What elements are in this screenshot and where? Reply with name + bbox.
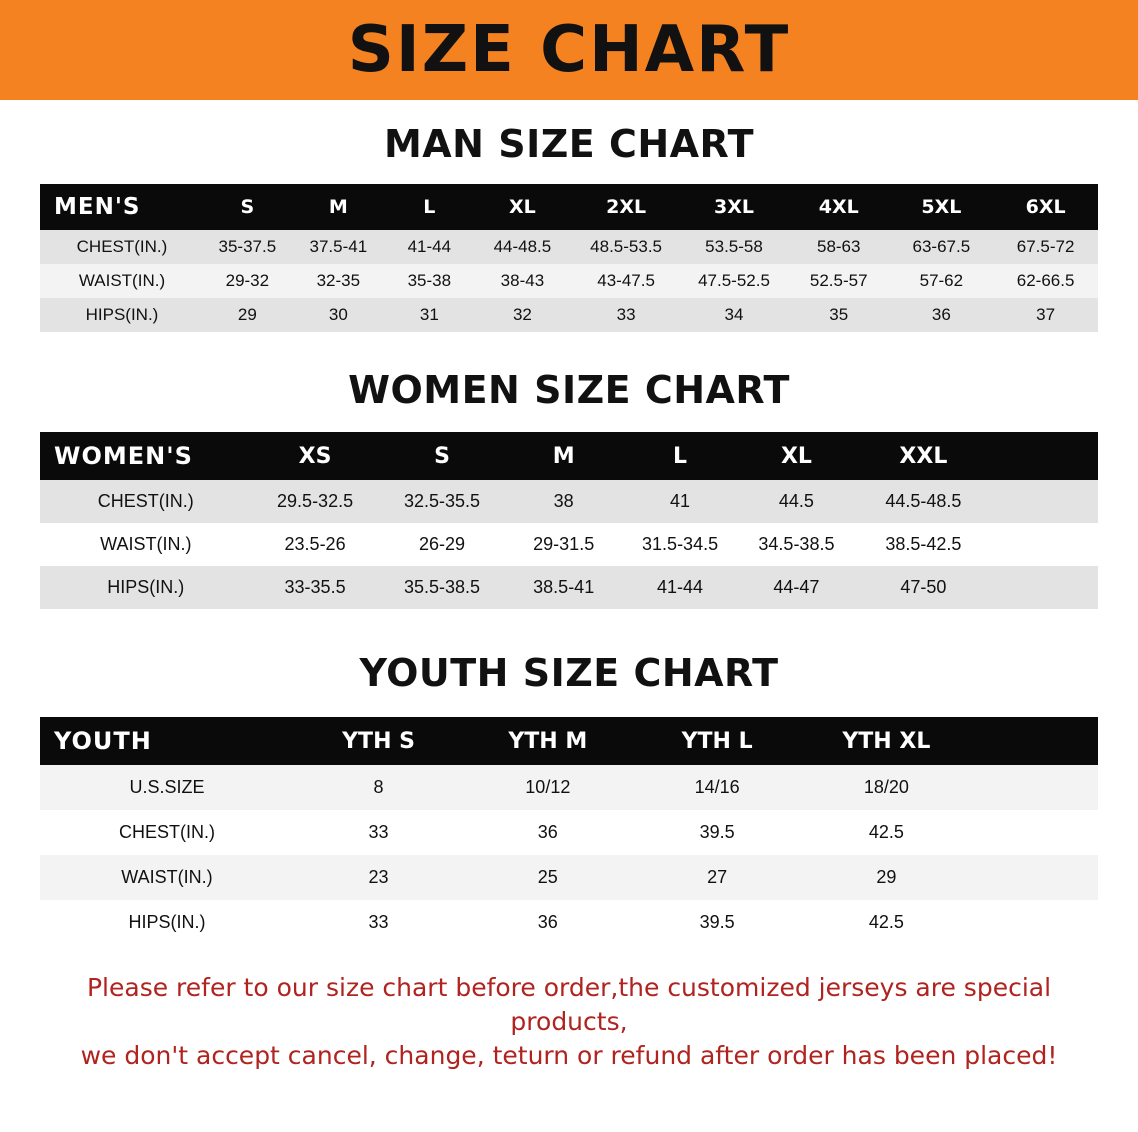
youth-header-label: YOUTH: [54, 727, 152, 755]
banner: [0, 0, 1138, 100]
women-waist-xxl: 38.5-42.5: [885, 534, 962, 554]
man-hips-4xl: 35: [829, 305, 849, 324]
women-row-hips-label: HIPS(IN.): [107, 577, 185, 597]
women-hips-m: 38.5-41: [533, 577, 595, 597]
man-chest-6xl: 67.5-72: [1016, 237, 1075, 256]
youth-hips-yth-l: 39.5: [699, 912, 735, 932]
youth-chest-yth-l: 39.5: [699, 822, 735, 842]
man-hips-m: 30: [328, 305, 348, 324]
man-hips-l: 31: [419, 305, 439, 324]
women-section-title: WOMEN SIZE CHART: [348, 368, 790, 412]
man-hips-2xl: 33: [616, 305, 636, 324]
youth-row-ussize-label: U.S.SIZE: [129, 777, 205, 797]
man-waist-xl: 38-43: [500, 271, 545, 290]
women-row-waist-label: WAIST(IN.): [100, 534, 192, 554]
women-table-wrapper: [40, 432, 1098, 609]
man-size-table: [40, 184, 1098, 332]
man-header-4xl: 4XL: [818, 196, 859, 218]
women-header-s: S: [434, 443, 450, 469]
youth-waist-yth-xl: 29: [876, 867, 897, 887]
man-hips-5xl: 36: [931, 305, 951, 324]
man-row-waist-label: WAIST(IN.): [78, 271, 166, 290]
women-row-chest-label: CHEST(IN.): [97, 491, 194, 511]
women-header-empty: [992, 432, 1098, 480]
man-header-2xl: 2XL: [606, 196, 647, 218]
youth-table-wrapper: [40, 717, 1098, 945]
women-chest-xl: 44.5: [778, 491, 814, 511]
man-header-xl: XL: [509, 196, 536, 218]
women-waist-empty: [992, 523, 1098, 566]
man-header-s: S: [240, 196, 255, 218]
women-waist-l: 31.5-34.5: [642, 534, 719, 554]
women-waist-s: 26-29: [419, 534, 466, 554]
women-hips-xl: 44-47: [773, 577, 820, 597]
youth-header-empty: [971, 717, 1098, 765]
women-hips-xxl: 47-50: [900, 577, 947, 597]
man-header-m: M: [328, 196, 348, 218]
man-chest-s: 35-37.5: [218, 237, 277, 256]
youth-chest-empty: [971, 810, 1098, 855]
youth-header-yth-xl: YTH XL: [842, 728, 931, 754]
man-header-5xl: 5XL: [921, 196, 962, 218]
man-hips-xl: 32: [512, 305, 532, 324]
man-row-chest-label: CHEST(IN.): [76, 237, 168, 256]
women-waist-m: 29-31.5: [533, 534, 595, 554]
youth-waist-yth-s: 23: [368, 867, 389, 887]
women-table-header-row: [40, 432, 1098, 480]
man-waist-3xl: 47.5-52.5: [698, 271, 770, 290]
youth-section-title: YOUTH SIZE CHART: [359, 651, 779, 695]
youth-header-yth-l: YTH L: [681, 728, 753, 754]
disclaimer-note: [40, 971, 1098, 1072]
youth-row-waist-label: WAIST(IN.): [121, 867, 213, 887]
table-row: [40, 523, 1098, 566]
women-chest-l: 41: [670, 491, 691, 511]
table-row: [40, 855, 1098, 900]
women-header-xs: XS: [298, 443, 332, 469]
youth-size-table: [40, 717, 1098, 945]
youth-waist-empty: [971, 855, 1098, 900]
women-header-l: L: [673, 443, 688, 469]
man-waist-4xl: 52.5-57: [809, 271, 868, 290]
women-waist-xl: 34.5-38.5: [758, 534, 835, 554]
man-chest-xl: 44-48.5: [493, 237, 552, 256]
table-row: [40, 264, 1098, 298]
man-table-header-row: [40, 184, 1098, 230]
man-waist-m: 32-35: [316, 271, 361, 290]
man-waist-l: 35-38: [407, 271, 452, 290]
table-row: [40, 480, 1098, 523]
man-chest-5xl: 63-67.5: [912, 237, 971, 256]
man-header-l: L: [423, 196, 436, 218]
women-hips-xs: 33-35.5: [284, 577, 346, 597]
women-hips-l: 41-44: [657, 577, 704, 597]
youth-ussize-yth-m: 10/12: [525, 777, 571, 797]
page-title: SIZE CHART: [347, 13, 791, 87]
man-hips-6xl: 37: [1036, 305, 1056, 324]
youth-chest-yth-xl: 42.5: [868, 822, 904, 842]
youth-hips-yth-m: 36: [537, 912, 558, 932]
man-waist-6xl: 62-66.5: [1016, 271, 1075, 290]
youth-chest-yth-m: 36: [537, 822, 558, 842]
youth-ussize-empty: [971, 765, 1098, 810]
man-chest-3xl: 53.5-58: [705, 237, 763, 256]
youth-row-chest-label: CHEST(IN.): [118, 822, 215, 842]
youth-row-hips-label: HIPS(IN.): [128, 912, 206, 932]
table-row: [40, 810, 1098, 855]
man-header-6xl: 6XL: [1025, 196, 1066, 218]
man-header-label: MEN'S: [54, 194, 141, 220]
table-row: [40, 765, 1098, 810]
man-waist-2xl: 43-47.5: [597, 271, 655, 290]
man-table-wrapper: [40, 184, 1098, 332]
youth-header-yth-s: YTH S: [342, 728, 415, 754]
women-header-m: M: [552, 443, 575, 469]
man-header-3xl: 3XL: [714, 196, 754, 218]
women-hips-empty: [992, 566, 1098, 609]
man-section-title: MAN SIZE CHART: [383, 122, 755, 166]
disclaimer-line-2: we don't accept cancel, change, teturn or refund after order has been placed!: [80, 1040, 1058, 1070]
man-chest-m: 37.5-41: [309, 237, 368, 256]
man-waist-s: 29-32: [225, 271, 270, 290]
man-chest-4xl: 58-63: [816, 237, 861, 256]
youth-header-yth-m: YTH M: [508, 728, 588, 754]
youth-hips-empty: [971, 900, 1098, 945]
women-chest-s: 32.5-35.5: [403, 491, 481, 511]
table-row: [40, 230, 1098, 264]
table-row: [40, 900, 1098, 945]
women-header-label: WOMEN'S: [54, 442, 193, 470]
women-hips-s: 35.5-38.5: [403, 577, 481, 597]
youth-ussize-yth-s: 8: [373, 777, 384, 797]
women-header-xl: XL: [780, 443, 812, 469]
table-row: [40, 566, 1098, 609]
youth-waist-yth-l: 27: [707, 867, 728, 887]
man-hips-3xl: 34: [724, 305, 744, 324]
women-chest-empty: [992, 480, 1098, 523]
youth-table-header-row: [40, 717, 1098, 765]
youth-ussize-yth-l: 14/16: [694, 777, 740, 797]
women-chest-xs: 29.5-32.5: [277, 491, 354, 511]
man-chest-l: 41-44: [407, 237, 452, 256]
women-waist-xs: 23.5-26: [284, 534, 346, 554]
women-chest-m: 38: [553, 491, 574, 511]
man-chest-2xl: 48.5-53.5: [590, 237, 663, 256]
women-chest-xxl: 44.5-48.5: [885, 491, 962, 511]
disclaimer-line-1: Please refer to our size chart before order,the customized jerseys are special products,: [86, 973, 1052, 1036]
youth-ussize-yth-xl: 18/20: [863, 777, 909, 797]
man-hips-s: 29: [237, 305, 257, 324]
women-header-xxl: XXL: [899, 443, 948, 469]
youth-hips-yth-xl: 42.5: [868, 912, 904, 932]
man-row-hips-label: HIPS(IN.): [85, 305, 159, 324]
youth-chest-yth-s: 33: [368, 822, 389, 842]
women-size-table: [40, 432, 1098, 609]
youth-waist-yth-m: 25: [537, 867, 558, 887]
youth-hips-yth-s: 33: [368, 912, 389, 932]
man-waist-5xl: 57-62: [919, 271, 964, 290]
table-row: [40, 298, 1098, 332]
